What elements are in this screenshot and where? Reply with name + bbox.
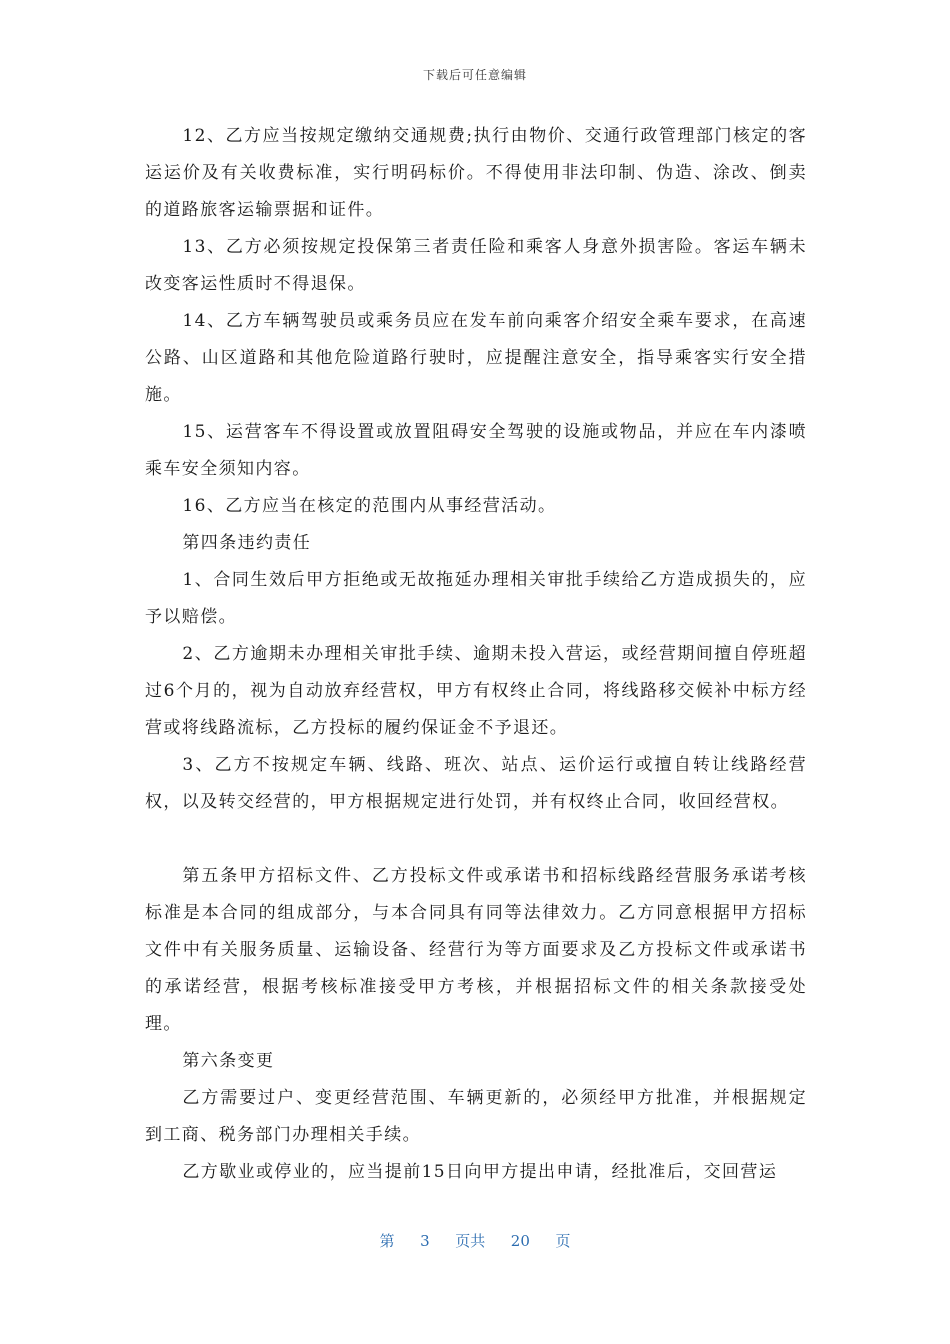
paragraph-breach-1: 1、合同生效后甲方拒绝或无故拖延办理相关审批手续给乙方造成损失的，应予以赔偿。 [145,570,807,627]
document-body [145,118,807,1191]
paragraph-article-5: 第五条甲方招标文件、乙方投标文件或承诺书和招标线路经营服务承诺考核标准是本合同的组成部分，与本合同具有同等法律效力。乙方同意根据甲方招标文件中有关服务质量、运输设备、经营行为等方面要求及乙方投标文件或承诺书的承诺经营，根据考核标准接受甲方考核，并根据招标文件的相关条款接受处理。 [145,866,807,1034]
total-pages-number: 20 [510,1232,530,1250]
page-footer [0,1230,950,1251]
paragraph-change-1: 乙方需要过户、变更经营范围、车辆更新的，必须经甲方批准，并根据规定到工商、税务部门办理相关手续。 [145,1088,807,1145]
paragraph-clause-15: 15、运营客车不得设置或放置阻碍安全驾驶的设施或物品，并应在车内漆喷乘车安全须知内容。 [145,422,807,479]
paragraph-clause-14: 14、乙方车辆驾驶员或乘务员应在发车前向乘客介绍安全乘车要求，在高速公路、山区道路和其他危险道路行驶时，应提醒注意安全，指导乘客实行安全措施。 [145,311,807,405]
section-heading-article-6: 第六条变更 [182,1051,275,1071]
page-header-note: 下载后可任意编辑 [422,68,527,82]
footer-prefix: 第 [379,1232,395,1250]
paragraph-breach-2: 2、乙方逾期未办理相关审批手续、逾期未投入营运，或经营期间擅自停班超过6个月的，视为自动放弃经营权，甲方有权终止合同，将线路移交候补中标方经营或将线路流标，乙方投标的履约保证金不予退还。 [145,644,807,738]
current-page-number: 3 [420,1232,430,1250]
paragraph-change-2: 乙方歇业或停业的，应当提前15日向甲方提出申请，经批准后，交回营运 [182,1162,778,1182]
paragraph-clause-16: 16、乙方应当在核定的范围内从事经营活动。 [182,496,557,516]
paragraph-breach-3: 3、乙方不按规定车辆、线路、班次、站点、运价运行或擅自转让线路经营权，以及转交经营的，甲方根据规定进行处罚，并有权终止合同，收回经营权。 [145,755,807,812]
footer-suffix: 页 [555,1232,571,1250]
paragraph-clause-13: 13、乙方必须按规定投保第三者责任险和乘客人身意外损害险。客运车辆未改变客运性质时不得退保。 [145,237,807,294]
section-heading-article-4: 第四条违约责任 [182,533,312,553]
footer-middle: 页共 [455,1232,486,1250]
paragraph-clause-12: 12、乙方应当按规定缴纳交通规费;执行由物价、交通行政管理部门核定的客运运价及有关收费标准，实行明码标价。不得使用非法印制、伪造、涂改、倒卖的道路旅客运输票据和证件。 [145,126,807,220]
